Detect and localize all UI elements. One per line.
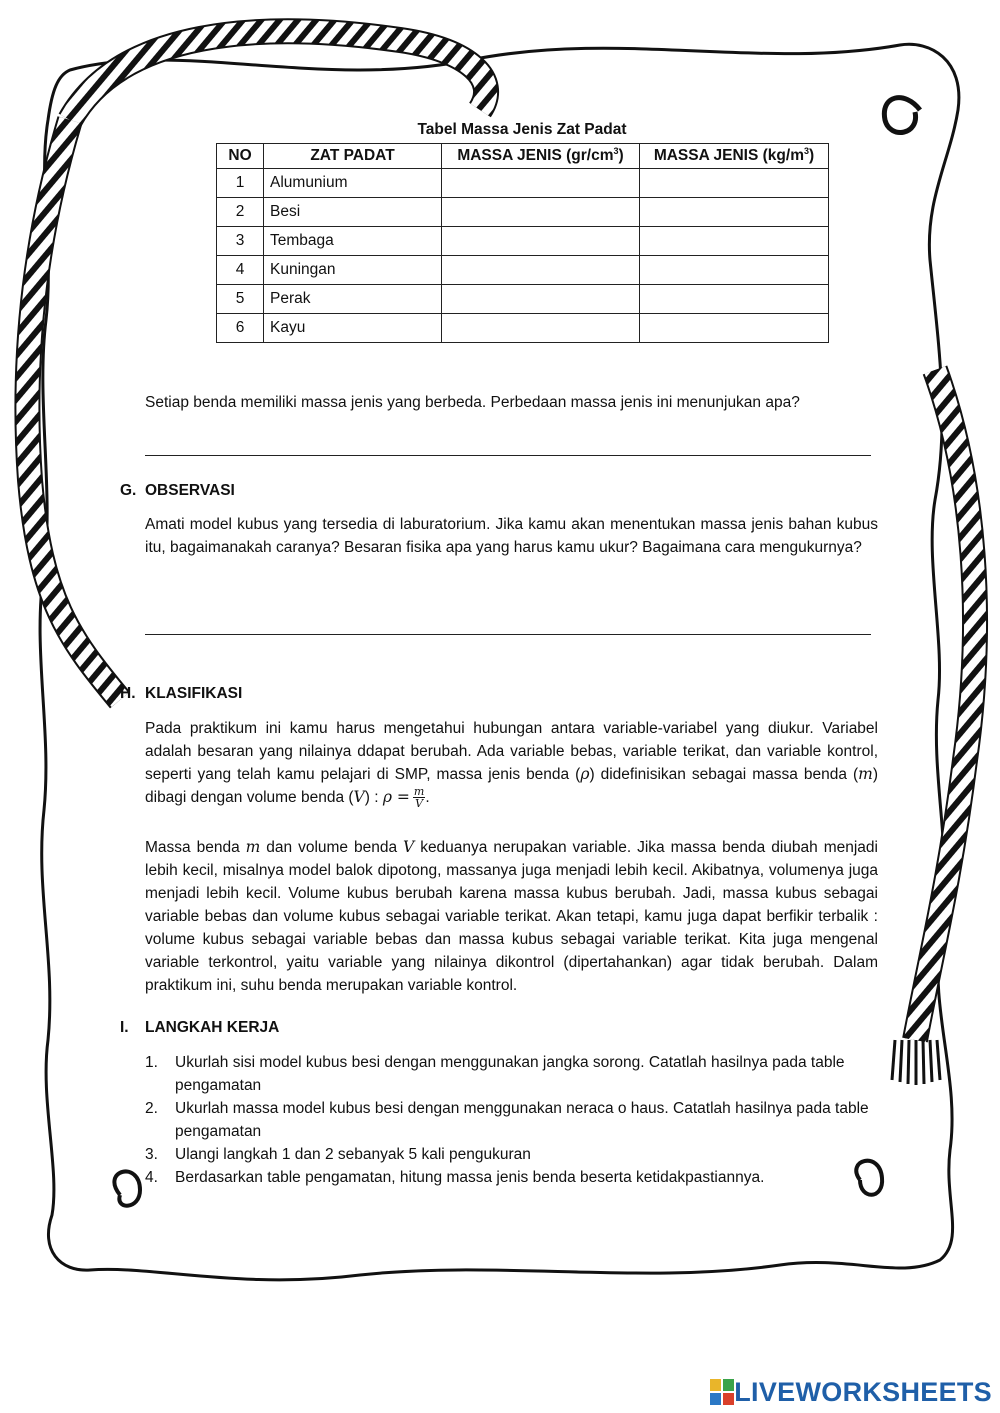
row-gr-cell[interactable]: [442, 198, 640, 227]
row-no: 1: [217, 169, 264, 198]
fraction-denominator: V: [415, 797, 424, 811]
table-row: [217, 314, 829, 343]
liveworksheets-logo-icon: [710, 1379, 734, 1405]
step-text: Ukurlah sisi model kubus besi dengan menggunakan jangka sorong. Catatlah hasilnya pada table pengamatan: [175, 1054, 845, 1094]
section-g-text: Amati model kubus yang tersedia di laburatorium. Jika kamu akan menentukan massa jenis bahan kubus itu, bagaimanakah caranya? Besaran fisika apa yang harus kamu ukur? Bagaimana cara mengukurnya?: [145, 516, 878, 556]
step-text: Ukurlah massa model kubus besi dengan menggunakan neraca o haus. Catatlah hasilnya pada table pengamatan: [175, 1100, 869, 1140]
step-text: Ulangi langkah 1 dan 2 sebanyak 5 kali pengukuran: [175, 1146, 531, 1163]
section-h-paragraph-2: [145, 836, 878, 997]
header-gr-superscript: 3: [613, 146, 619, 157]
table-caption: Tabel Massa Jenis Zat Padat: [417, 121, 627, 138]
list-item: [145, 1097, 880, 1143]
section-i-letter: I.: [120, 1019, 129, 1036]
step-number: 4.: [145, 1169, 158, 1186]
list-item: [145, 1166, 880, 1189]
header-kg-superscript: 3: [803, 146, 809, 157]
h-p1-a: Pada praktikum ini kamu harus mengetahui hubungan antara variable-variabel yang diukur. Variabel adalah besaran yang nilainya ddapat berubah. Ada variable bebas, variable terikat, dan variable kontrol, seperti yang telah kamu pelajari di SMP, massa jenis benda (: [145, 720, 878, 783]
row-zat: Perak: [264, 285, 442, 314]
liveworksheets-logo: [710, 1377, 992, 1407]
h-p1-c: ) dibagi dengan volume benda (: [145, 766, 878, 806]
row-kg-cell[interactable]: [640, 285, 829, 314]
row-no: 2: [217, 198, 264, 227]
liveworksheets-wordmark: LIVEWORKSHEETS: [734, 1376, 992, 1407]
header-no: NO: [217, 144, 264, 169]
step-number: 3.: [145, 1146, 158, 1163]
row-gr-cell[interactable]: [442, 227, 640, 256]
m-symbol: m: [858, 765, 873, 783]
list-item: [145, 1143, 880, 1166]
question-massa-jenis: Setiap benda memiliki massa jenis yang berbeda. Perbedaan massa jenis ini menunjukan apa?: [145, 394, 800, 411]
header-massa-jenis-kg-text: MASSA JENIS (kg/m: [653, 147, 804, 165]
table-row: [217, 169, 829, 198]
row-gr-cell[interactable]: [442, 256, 640, 285]
row-kg-cell[interactable]: [640, 227, 829, 256]
fraction-numerator: m: [413, 785, 425, 799]
section-i-title: LANGKAH KERJA: [145, 1019, 280, 1036]
density-fraction: [413, 786, 425, 809]
table-row: [217, 256, 829, 285]
answer-line-1[interactable]: [145, 455, 871, 456]
row-no: 5: [217, 285, 264, 314]
h-p1-b: ) didefinisikan sebagai massa benda (: [589, 766, 859, 783]
step-number: 1.: [145, 1054, 158, 1071]
v-symbol: V: [353, 788, 365, 806]
row-zat: Kuningan: [264, 256, 442, 285]
row-kg-cell[interactable]: [640, 314, 829, 343]
row-gr-cell[interactable]: [442, 314, 640, 343]
density-equation: ρ =: [382, 788, 410, 806]
header-massa-jenis-kg: MASSA JENIS $(kg/m^3)$: [640, 144, 829, 169]
h-p2-b: dan volume benda: [260, 839, 404, 856]
h-p1-d: ) :: [364, 789, 383, 806]
density-table: [216, 143, 829, 343]
section-g-title: OBSERVASI: [145, 482, 235, 499]
section-h-title: KLASIFIKASI: [145, 685, 243, 702]
list-item: [145, 1051, 880, 1097]
row-gr-cell[interactable]: [442, 169, 640, 198]
table-row: [217, 227, 829, 256]
section-h-paragraph-1: [145, 717, 878, 809]
row-no: 3: [217, 227, 264, 256]
h-p2-a: Massa benda: [145, 839, 246, 856]
row-zat: Tembaga: [264, 227, 442, 256]
h-p2-c: keduanya nerupakan variable. Jika massa benda diubah menjadi lebih kecil, misalnya model balok dipotong, massanya juga menjadi lebih kecil. Akibatnya, volumenya juga menjadi lebih kecil. Volume kubus berubah karena massa kubus berubah. Jadi, massa kubus sebagai variable bebas dan volume kubus sebagai variable terikat. Akan tetapi, kamu juga dapat berfikir terbalik : volume kubus sebagai variable bebas dan massa kubus sebagai variable terikat. Kita juga mengenal variable terkontrol, yaitu variable yang nilainya dikontrol (dipertahankan) agar tidak berubah. Dalam praktikum ini, suhu benda merupakan variable kontrol.: [145, 839, 878, 994]
p2-v-symbol: V: [403, 838, 415, 856]
row-kg-cell[interactable]: [640, 169, 829, 198]
row-no: 4: [217, 256, 264, 285]
row-no: 6: [217, 314, 264, 343]
section-g-letter: G.: [120, 482, 137, 499]
row-zat: Alumunium: [264, 169, 442, 198]
section-h-letter: H.: [120, 685, 136, 702]
row-kg-cell[interactable]: [640, 256, 829, 285]
row-zat: Kayu: [264, 314, 442, 343]
table-row: [217, 285, 829, 314]
table-row: [217, 198, 829, 227]
answer-line-2[interactable]: [145, 634, 871, 635]
row-kg-cell[interactable]: [640, 198, 829, 227]
p2-m-symbol: m: [245, 838, 261, 856]
steps-list: [145, 1051, 880, 1189]
step-number: 2.: [145, 1100, 158, 1117]
row-zat: Besi: [264, 198, 442, 227]
row-gr-cell[interactable]: [442, 285, 640, 314]
h-p1-end: .: [425, 789, 430, 806]
rho-symbol: ρ: [580, 765, 590, 783]
step-text: Berdasarkan table pengamatan, hitung massa jenis benda beserta ketidakpastiannya.: [175, 1169, 765, 1186]
header-massa-jenis-gr-text: MASSA JENIS (gr/cm: [457, 147, 614, 165]
table-header-row: [217, 144, 829, 169]
header-zat-padat: ZAT PADAT: [264, 144, 442, 169]
header-massa-jenis-gr: MASSA JENIS $(gr/cm^3)$: [442, 144, 640, 169]
